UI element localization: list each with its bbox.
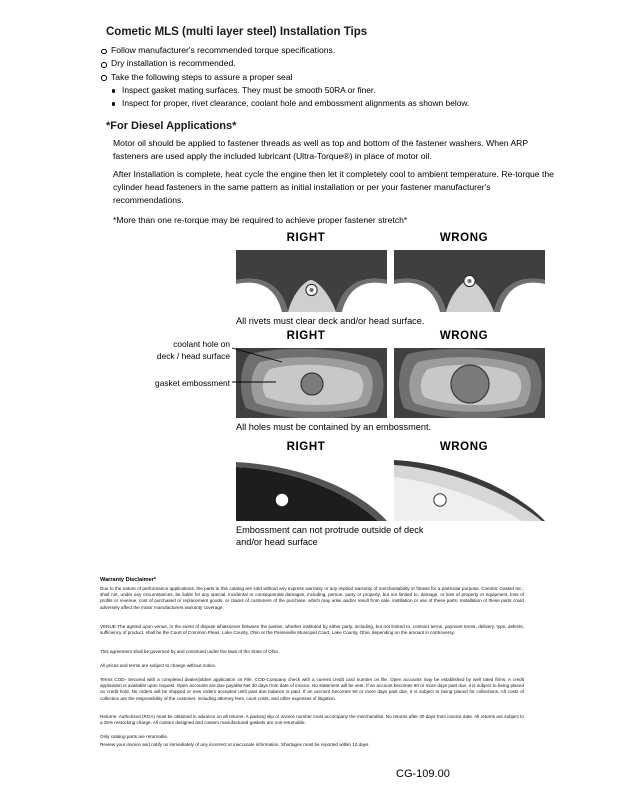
figure3-wrong-label: WRONG [439,441,489,453]
installation-tips-list [100,44,570,111]
figure3-wrong-panel [394,459,545,521]
figure2-wrong-label: WRONG [439,330,489,342]
figure1-caption: All rivets must clear deck and/or head surface. [236,316,425,326]
warranty-paragraph-1: Due to the nature of performance applications, the parts in this catalog are sold without any express warranty or any implied warranty of merchantability or fitness for a particular purpose. Cometic Gasket Inc., shall not, under any circumstances, be liable for any special, incidental or consequential damages, including, person, party or property, but not limited to, damage, or loss of property or equipment, loss of profits or revenue, cost of purchased or replacement goods, or claims of customers of the purchase, which may arise and/or result from sale, instillation or use of these parts. Installation of these parts could adversely affect the motor manufacturers warranty coverage. [100,586,524,610]
warranty-paragraph-5: Terms COD- Secured with a completed dealer/jobber application on File, COD-Company check with a current credit card number on file. Open accounts may be established by well rated firms. A credit application is available upon request. Open accounts are due payable Net 30 days from date of invoice. No statement will be sent. If an account becomes 60 or more days past due, it is subject to being placed on credit hold. No orders will be shipped or new orders accepted until past due balance is paid. If an account becomes 90 or more days past due, it is subject to being placed for collections. All costs of collection are the responsibility of the customer, including attorney fees, court costs, and other expenses of litigation. [100,677,524,701]
figure2-wrong-panel [394,348,545,418]
figure1-wrong-label: WRONG [439,232,489,244]
figure1-right-panel [236,250,387,312]
warranty-paragraph-4: All prices and terms are subject to change without notice. [100,663,217,668]
paragraph-3: *More than one re-torque may be required to achieve proper fastener stretch* [113,215,408,225]
figure2-right-label: RIGHT [286,330,326,342]
warranty-paragraph-8: Review your invoice and notify us immediately of any incorrect or inaccurate information. Shortages must be reported within 10 days. [100,742,370,747]
warranty-paragraph-3: This agreement shall be governed by and construed under the laws of the State of Ohio. [100,649,280,654]
warranty-paragraph-6: Returns- Authorized (RGA) must be obtained in advance on all returns. A packing slip or invoice number must accompany the merchandise. No returns after 30 days from invoice date. All returns are subject to a 25% restocking charge. All custom designed and custom manufactured gaskets are non-returnable. [100,714,524,726]
list-item: Inspect for proper, rivet clearance, coolant hole and embossment alignments as shown below. [100,97,570,110]
diesel-heading: *For Diesel Applications* [106,120,237,132]
page-title: Cometic MLS (multi layer steel) Installation Tips [106,26,368,38]
figure3-caption: Embossment can not protrude outside of deck and/or head surface [236,525,424,547]
callout-gasket-embossment: gasket embossment [155,378,230,388]
list-item: Follow manufacturer's recommended torque specifications. [100,44,570,57]
list-item: Take the following steps to assure a proper seal [100,71,570,84]
warranty-paragraph-2: VENUE-The agreed upon venue, in the event of dispute whatsoever between the parties, whether instituted by either party, including, but not limited to, contract terms, payment terms, delivery, type, defects, sufficiency of product, shall be the Court of Common Pleas, Lake County, Ohio or the Painesville Municipal Court, Lake County, Ohio, depending on the amount in controversy. [100,624,524,636]
figure3-right-label: RIGHT [286,441,326,453]
callout-leader-lines [230,336,290,406]
paragraph-2: After Installation is complete, heat cycle the engine then let it completely cool to ambient temperature. Re-torque the cylinder head fasteners in the same pattern as initial installation or per your fastener manufacturer's recommendations. [113,169,554,206]
figure1-right-label: RIGHT [286,232,326,244]
figure2-caption: All holes must be contained by an embossment. [236,422,432,432]
list-item: Dry installation is recommended. [100,57,570,70]
figure3-right-panel [236,459,387,521]
document-number: CG-109.00 [396,768,450,780]
figure1-wrong-panel [394,250,545,312]
warranty-heading: Warranty Disclaimer* [100,577,157,583]
paragraph-1: Motor oil should be applied to fastener threads as well as top and bottom of the fastener washers. When ARP fasteners are used apply the included lubricant (Ultra-Torque®) in place of motor oil. [113,138,528,162]
warranty-paragraph-7: Only catalog parts are returnable. [100,734,169,739]
list-item: Inspect gasket mating surfaces. They must be smooth 50RA or finer. [100,84,570,97]
callout-coolant-hole: coolant hole on deck / head surface [156,339,230,361]
